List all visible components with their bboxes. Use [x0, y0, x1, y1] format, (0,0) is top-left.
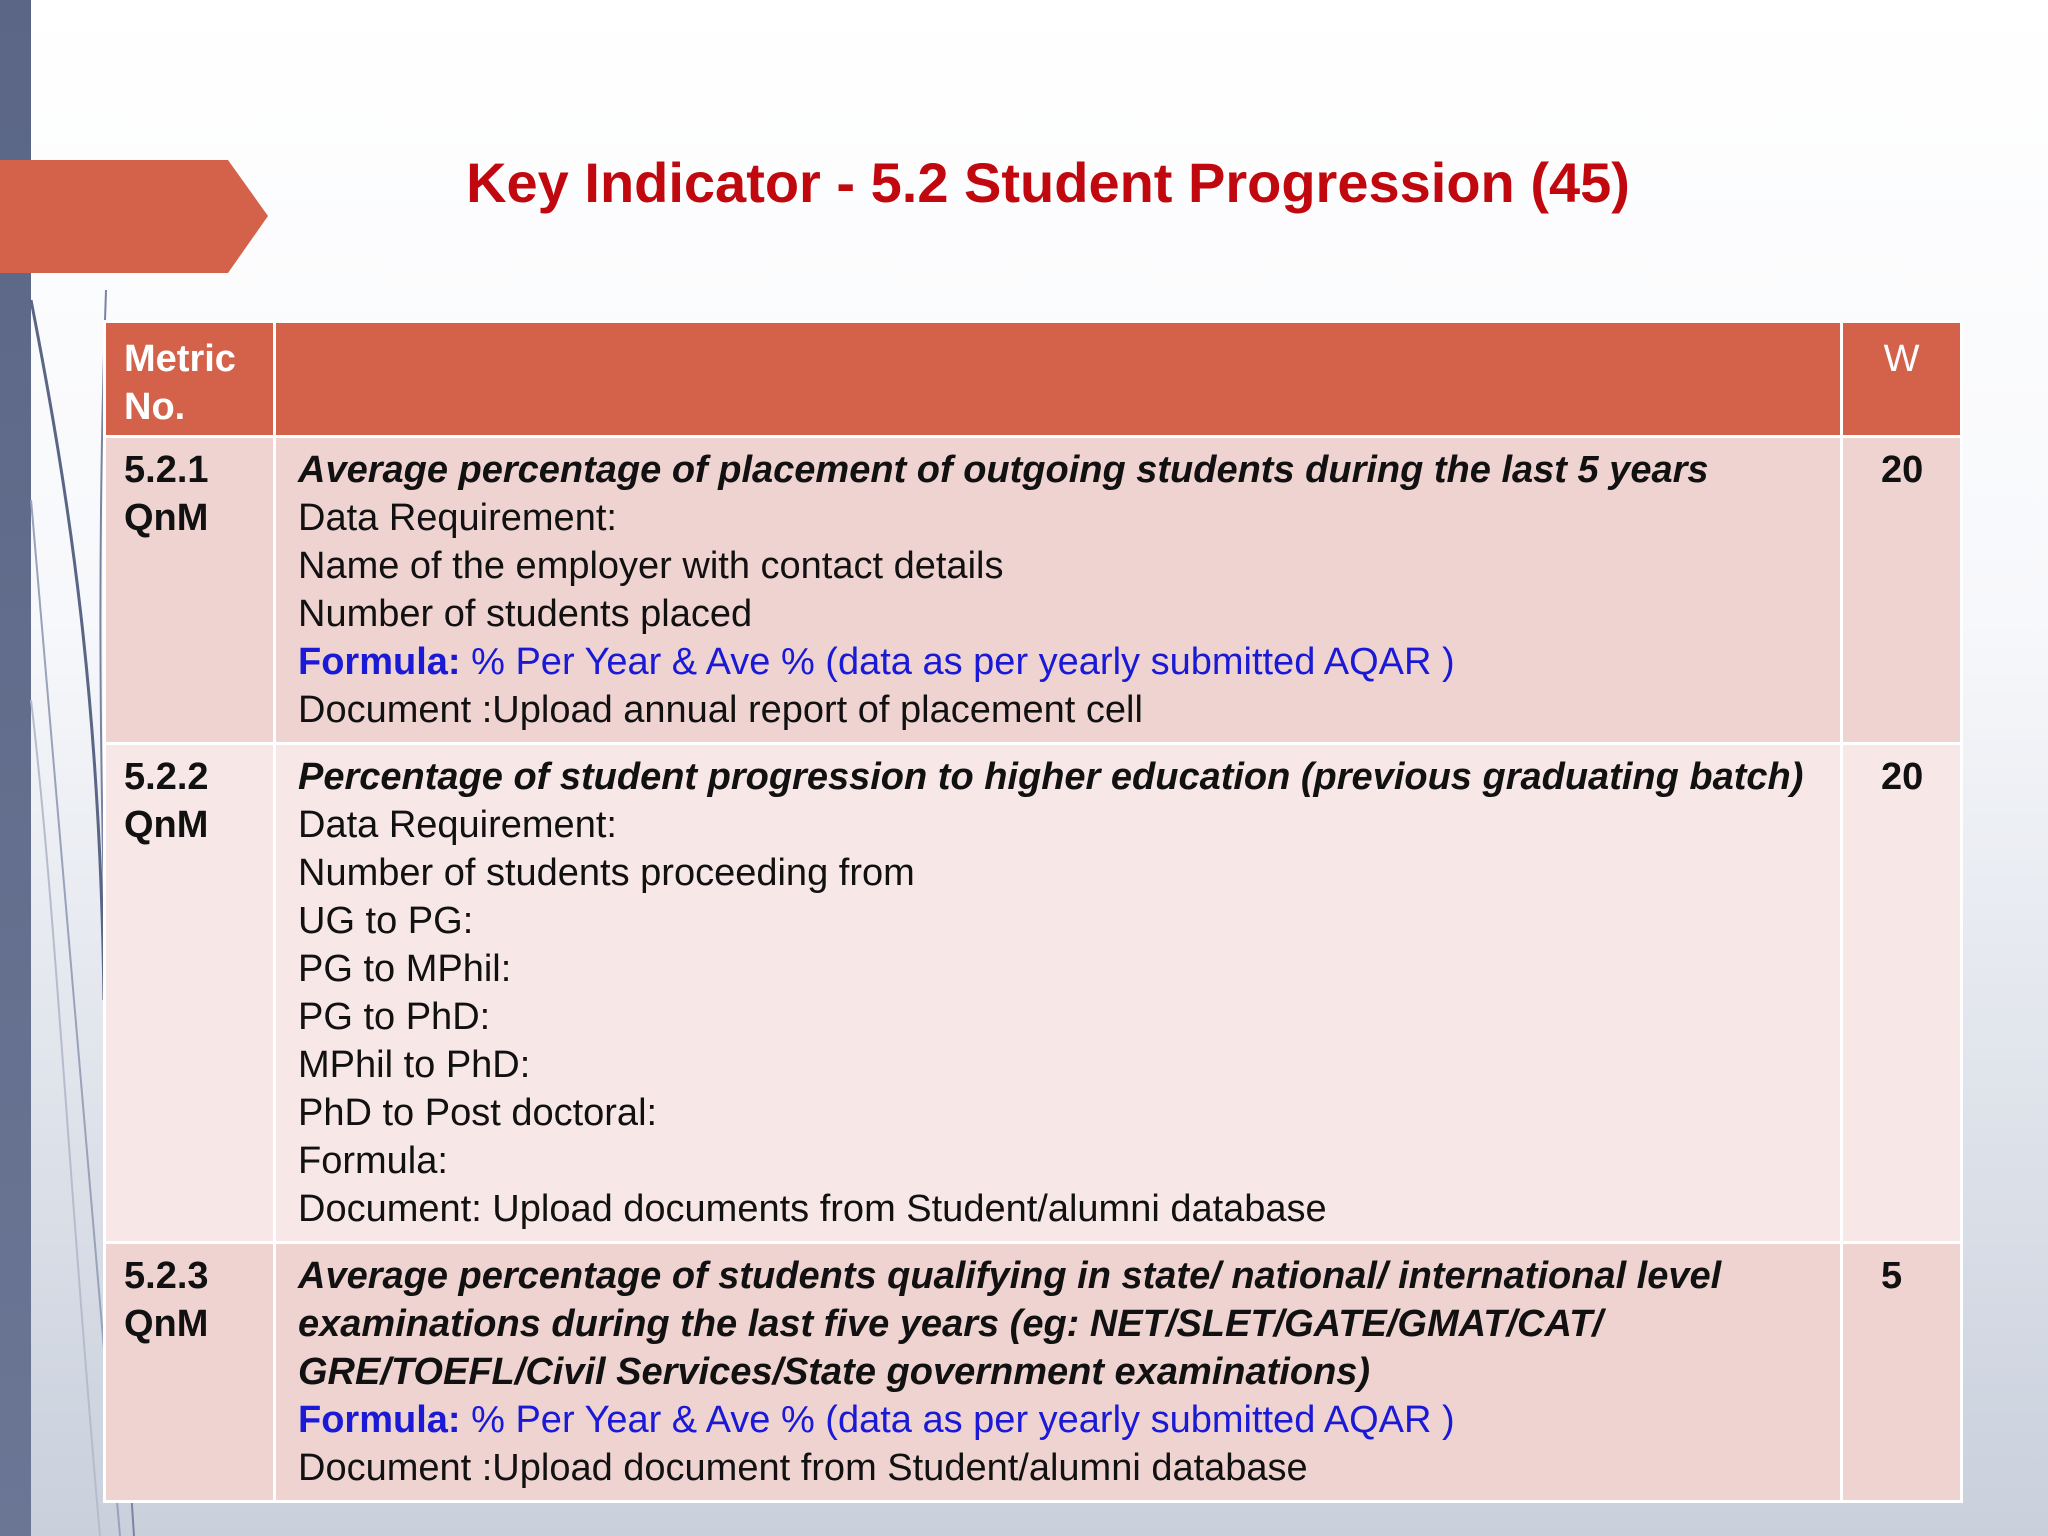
metric-number-cell — [105, 437, 275, 744]
metric-description-cell — [275, 1243, 1842, 1502]
metric-description-cell — [275, 437, 1842, 744]
metric-line: Name of the employer with contact details — [298, 545, 1004, 587]
metric-line: UG to PG: — [298, 900, 474, 942]
metric-line: Data Requirement: — [298, 497, 617, 539]
header-metric-no: Metric No. — [105, 322, 275, 437]
metric-type: QnM — [124, 1303, 209, 1345]
metric-formula — [298, 1396, 1818, 1444]
metric-line: PhD to Post doctoral: — [298, 1092, 658, 1134]
metric-line: Formula: — [298, 1140, 448, 1182]
metrics-table — [103, 320, 1963, 1503]
metric-heading: Percentage of student progression to higher education (previous graduating batch) — [298, 756, 1804, 798]
metric-weight: 5 — [1842, 1243, 1962, 1502]
slide-title: Key Indicator - 5.2 Student Progression (45) — [466, 151, 1630, 214]
metric-line: Data Requirement: — [298, 804, 617, 846]
metric-line: MPhil to PhD: — [298, 1044, 531, 1086]
table-row — [105, 744, 1962, 1243]
metric-line: Document :Upload document from Student/alumni database — [298, 1447, 1308, 1489]
metric-number: 5.2.2 — [124, 756, 209, 798]
metric-type: QnM — [124, 497, 209, 539]
metric-line: Number of students proceeding from — [298, 852, 915, 894]
metric-number: 5.2.1 — [124, 449, 209, 491]
metric-line: PG to PhD: — [298, 996, 491, 1038]
metric-line: Number of students placed — [298, 593, 753, 635]
metric-heading: Average percentage of placement of outgoing students during the last 5 years — [298, 449, 1709, 491]
formula-label: Formula: — [298, 641, 461, 683]
metric-formula — [298, 638, 1818, 686]
header-description — [275, 322, 1842, 437]
title-arrow-shape — [0, 160, 268, 273]
formula-text: % Per Year & Ave % (data as per yearly submitted AQAR ) — [460, 1399, 1455, 1441]
header-weight: W — [1842, 322, 1962, 437]
formula-label: Formula: — [298, 1399, 461, 1441]
metric-heading: Average percentage of students qualifying in state/ national/ international level examinations during the last five years (eg: NET/SLET/GATE/GMAT/CAT/ GRE/TOEFL/Civil Services/State government examinations) — [298, 1255, 1722, 1393]
metric-description-cell — [275, 744, 1842, 1243]
metric-line: Document :Upload annual report of placement cell — [298, 689, 1143, 731]
metric-weight: 20 — [1842, 744, 1962, 1243]
formula-text: % Per Year & Ave % (data as per yearly submitted AQAR ) — [460, 641, 1455, 683]
metric-weight: 20 — [1842, 437, 1962, 744]
metric-line: PG to MPhil: — [298, 948, 512, 990]
metric-line: Document: Upload documents from Student/alumni database — [298, 1188, 1327, 1230]
metric-number-cell — [105, 1243, 275, 1502]
table-header-row — [105, 322, 1962, 437]
metric-number-cell — [105, 744, 275, 1243]
table-row — [105, 1243, 1962, 1502]
metric-number: 5.2.3 — [124, 1255, 209, 1297]
metric-type: QnM — [124, 804, 209, 846]
table-row — [105, 437, 1962, 744]
